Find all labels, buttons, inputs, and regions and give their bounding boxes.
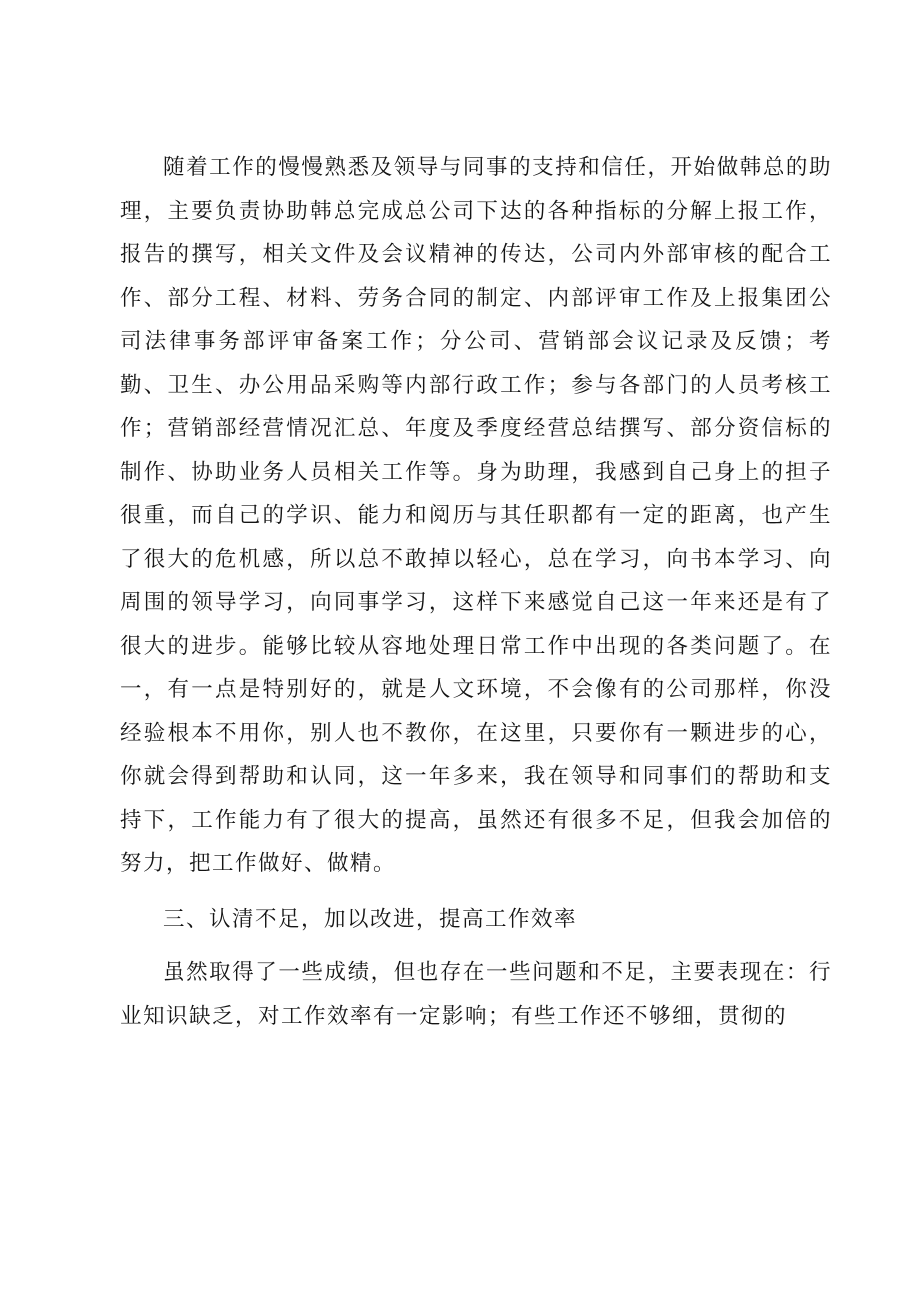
section-heading: 三、认清不足，加以改进，提高工作效率 [163, 906, 578, 932]
body-paragraph-1: 随着工作的慢慢熟悉及领导与同事的支持和信任，开始做韩总的助理，主要负责协助韩总完成总公司下达的各种指标的分解上报工作，报告的撰写，相关文件及会议精神的传达，公司内外部审核的配合工作、部分工程、材料、劳务合同的制定、内部评审工作及上报集团公司法律事务部评审备案工作；分公司、营销部会议记录及反馈；考勤、卫生、办公用品采购等内部行政工作；参与各部门的人员考核工作；营销部经营情况汇总、年度及季度经营总结撰写、部分资信标的制作、协助业务人员相关工作等。身为助理，我感到自己身上的担子很重，而自己的学识、能力和阅历与其任职都有一定的距离，也产生了很大的危机感，所以总不敢掉以轻心，总在学习，向书本学习、向周围的领导学习，向同事学习，这样下来感觉自己这一年来还是有了很大的进步。能够比较从容地处理日常工作中出现的各类问题了。在一，有一点是特别好的，就是人文环境，不会像有的公司那样，你没经验根本不用你，别人也不教你，在这里，只要你有一颗进步的心，你就会得到帮助和认同，这一年多来，我在领导和同事们的帮助和支持下，工作能力有了很大的提高，虽然还有很多不足，但我会加倍的努力，把工作做好、做精。 [120, 155, 832, 876]
body-paragraph-2: 虽然取得了一些成绩，但也存在一些问题和不足，主要表现在：行业知识缺乏，对工作效率有一定影响；有些工作还不够细，贯彻的 [120, 960, 832, 1029]
document-body [120, 146, 832, 1038]
